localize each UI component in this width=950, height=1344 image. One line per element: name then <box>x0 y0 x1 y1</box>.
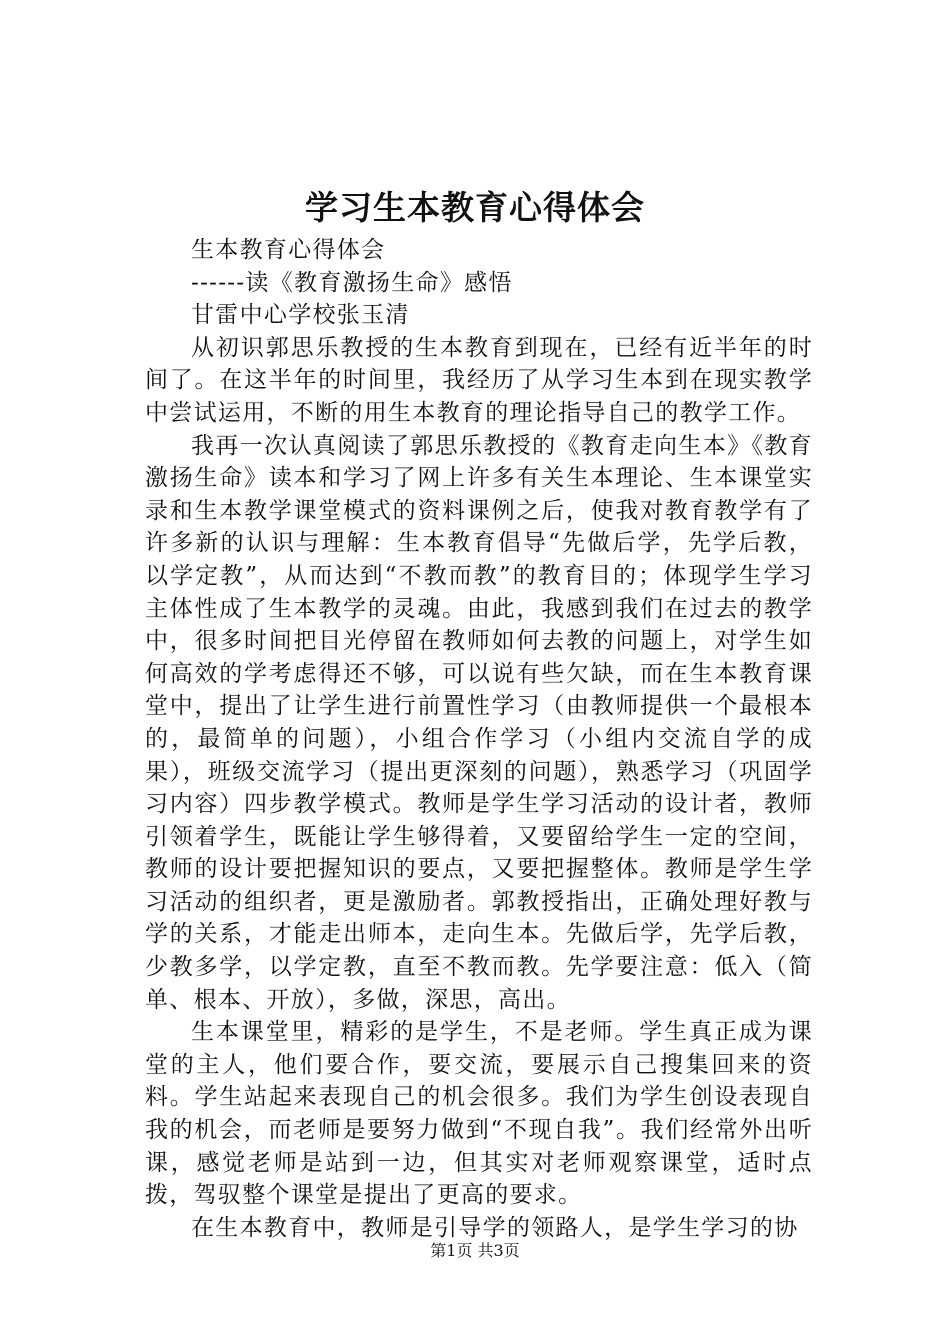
paragraph: 我再一次认真阅读了郭思乐教授的《教育走向生本》《教育激扬生命》读本和学习了网上许多有关生本理论、生本课堂实录和生本教学课堂模式的资料课例之后，使我对教育教学有了许多新的认识与理解：生本教育倡导“先做后学，先学后教，以学定教”，从而达到“不教而教”的教育目的；体现学生学习主体性成了生本教学的灵魂。由此，我感到我们在过去的教学中，很多时间把目光停留在教师如何去教的问题上，对学生如何高效的学考虑得还不够，可以说有些欠缺，而在生本教育课堂中，提出了让学生进行前置性学习（由教师提供一个最根本的，最简单的问题），小组合作学习（小组内交流自学的成果），班级交流学习（提出更深刻的问题），熟悉学习（巩固学习内容）四步教学模式。教师是学生学习活动的设计者，教师引领着学生，既能让学生够得着，又要留给学生一定的空间，教师的设计要把握知识的要点，又要把握整体。教师是学生学习活动的组织者，更是激励者。郭教授指出，正确处理好教与学的关系，才能走出师本，走向生本。先做后学，先学后教，少教多学，以学定教，直至不教而教。先学要注意：低入（简单、根本、开放），多做，深思，高出。 <box>145 432 813 1013</box>
paragraph: 从初识郭思乐教授的生本教育到现在，已经有近半年的时间了。在这半年的时间里，我经历了从学习生本到在现实教学中尝试运用，不断的用生本教育的理论指导自己的教学工作。 <box>145 334 813 426</box>
subtitle-source-line: ------读《教育激扬生命》感悟 <box>191 269 513 296</box>
paragraph: 生本课堂里，精彩的是学生，不是老师。学生真正成为课堂的主人，他们要合作，要交流，要展示自己搜集回来的资料。学生站起来表现自己的机会很多。我们为学生创设表现自我的机会，而老师是要努力做到“不现自我”。我们经常外出听课，感觉老师是站到一边，但其实对老师观察课堂，适时点拨，驾驭整个课堂是提出了更高的要求。 <box>145 1019 813 1209</box>
document-title: 学习生本教育心得体会 <box>305 188 645 227</box>
subtitle-line: 生本教育心得体会 <box>191 237 386 263</box>
page-footer: 第1页 共3页 <box>430 1241 520 1260</box>
document-body <box>145 234 813 1244</box>
author-line: 甘雷中心学校张玉清 <box>191 302 410 329</box>
paragraph: 在生本教育中，教师是引导学的领路人，是学生学习的协 <box>191 1214 799 1241</box>
